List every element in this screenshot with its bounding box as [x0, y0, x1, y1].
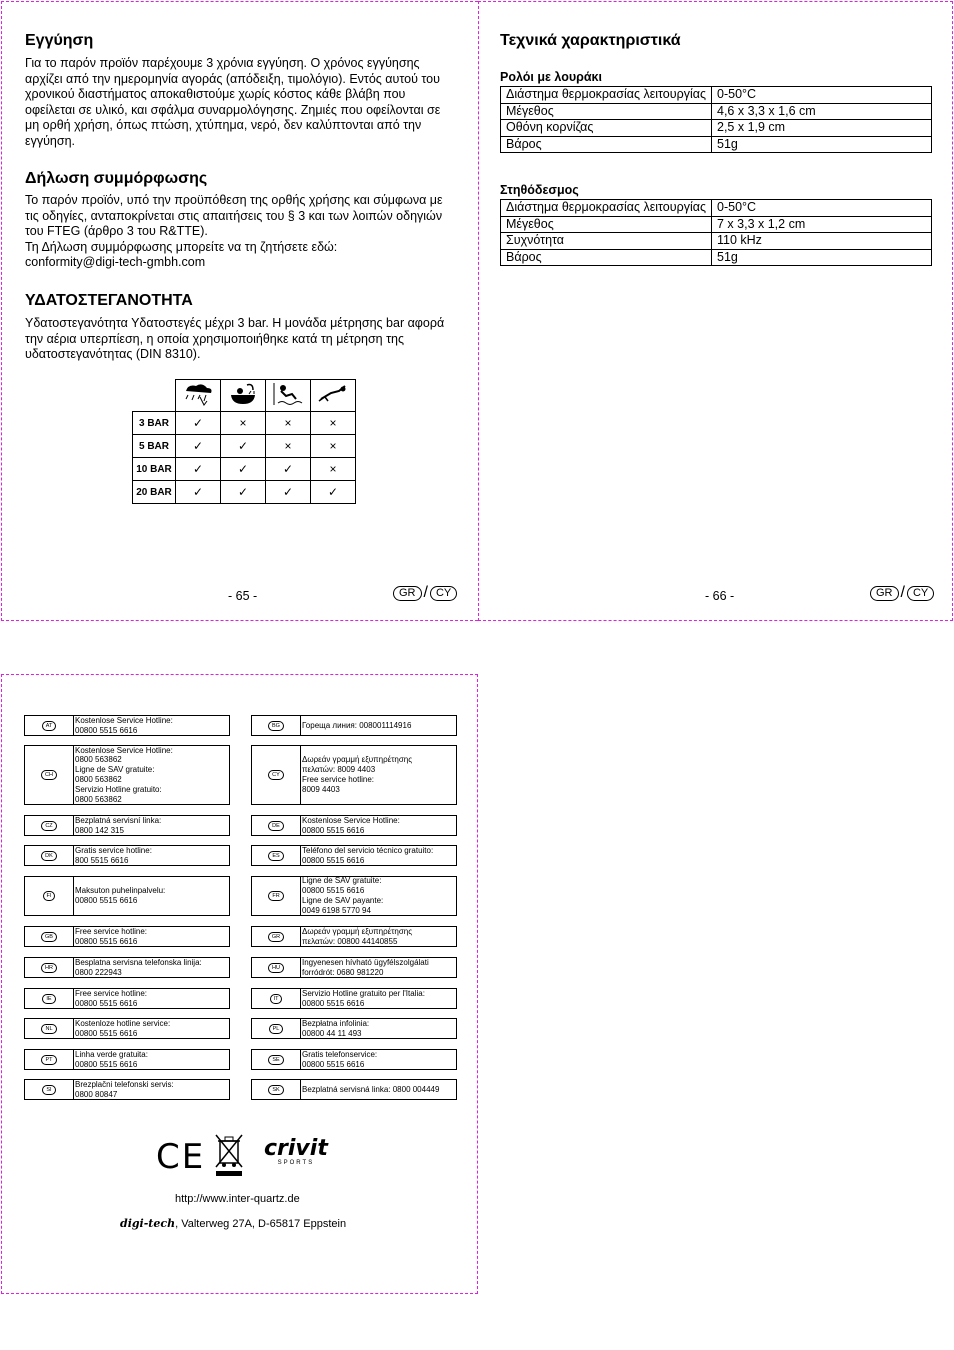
hotline-text: Kostenlose Service Hotline: 00800 5515 6616 [302, 815, 400, 835]
hotline-text: Bezpłatna infolinia: 00800 44 11 493 [302, 1018, 370, 1038]
hotline-text: Kostenloze hotline service: 00800 5515 6616 [75, 1018, 171, 1038]
spec-key: Βάρος [501, 136, 712, 153]
table-row [501, 136, 932, 153]
country-code: CY [430, 586, 457, 601]
hotline-nl [24, 1018, 230, 1039]
hotline-es [251, 845, 457, 866]
country-code: FR [268, 891, 283, 901]
table-row [501, 233, 932, 250]
water-resistance-table [132, 379, 356, 504]
hotline-text: Besplatna servisna telefonska linija: 0800 222943 [75, 957, 202, 977]
country-code: CY [907, 586, 934, 601]
watch-spec-table [500, 86, 932, 153]
table-row [501, 120, 932, 137]
country-code: SE [268, 1055, 283, 1065]
hotline-fr [251, 876, 457, 916]
conformity-email: conformity@digi-tech-gmbh.com [25, 255, 206, 270]
hotline-text: Kostenlose Service Hotline: 0800 563862 Ligne de SAV gratuite: 0800 563862 Servizio Hotline gratuito: 0800 563862 [75, 745, 173, 804]
spec-value: 4,6 x 3,3 x 1,6 cm [712, 103, 932, 120]
spec-key: Συχνότητα [501, 233, 712, 250]
country-code: GR [393, 586, 422, 601]
weee-bin-icon [214, 1133, 244, 1182]
hotline-at [24, 715, 230, 736]
warranty-title: Εγγύηση [25, 32, 94, 49]
hotline-cy [251, 745, 457, 805]
check-mark: ✓ [266, 458, 311, 481]
pressure-label: 20 BAR [133, 481, 176, 504]
country-code: HU [268, 963, 284, 973]
hotline-text: Servizio Hotline gratuito per l'Italia: 00800 5515 6616 [302, 988, 425, 1008]
hotline-hu [251, 957, 457, 978]
hotline-gr [251, 926, 457, 947]
table-row [501, 200, 932, 217]
hotline-gb [24, 926, 230, 947]
hotline-se [251, 1049, 457, 1070]
table-row [501, 103, 932, 120]
hotline-pt [24, 1049, 230, 1070]
spec-value: 51g [712, 136, 932, 153]
swimming-icon [266, 380, 311, 412]
table-row [133, 481, 356, 504]
spec-key: Οθόνη κορνίζας [501, 120, 712, 137]
country-code: PL [269, 1024, 284, 1034]
hotline-text: Linha verde gratuita: 00800 5515 6616 [75, 1049, 148, 1069]
hotline-text: Gratis service hotline: 800 5515 6616 [75, 845, 152, 865]
hotline-text: Ingyenesen hívható ügyfélszolgálati forródrót: 0680 981220 [302, 957, 429, 977]
cross-mark: × [311, 412, 356, 435]
country-code: NL [41, 1024, 56, 1034]
check-mark: ✓ [221, 458, 266, 481]
diving-icon [311, 380, 356, 412]
country-code: SI [42, 1085, 55, 1095]
pressure-label: 3 BAR [133, 412, 176, 435]
check-mark: ✓ [176, 435, 221, 458]
hotline-dk [24, 845, 230, 866]
hotline-cz [24, 815, 230, 836]
conformity-text: Το παρόν προϊόν, υπό την προϋπόθεση της ορθής χρήσης και σύμφωνα με τις οδηγίες, ανταποκρίνεται στις απαιτήσεις του § 3 και των λοιπών οδηγιών του FTEG (άρθρο 3 του R&TTE). [25, 193, 443, 239]
hotline-it [251, 988, 457, 1009]
hotline-text: Maksuton puhelinpalvelu: 00800 5515 6616 [75, 886, 166, 905]
hotline-hr [24, 957, 230, 978]
page-number: - 65 - [228, 589, 258, 603]
table-row [501, 249, 932, 266]
hotline-text: Bezplatná servisní linka: 0800 142 315 [75, 815, 162, 835]
spec-value: 51g [712, 249, 932, 266]
company-address [120, 1217, 346, 1230]
country-code: BG [268, 721, 284, 731]
chest-strap-title: Στηθόδεσμος [500, 183, 579, 197]
country-code: CY [268, 770, 284, 780]
country-mark: GR / CY [393, 584, 457, 602]
country-code: CZ [41, 821, 56, 831]
spec-value: 110 kHz [712, 233, 932, 250]
spec-value: 0-50°C [712, 87, 932, 104]
country-code: IE [42, 994, 55, 1004]
country-code: GR [268, 932, 284, 942]
waterproof-title: ΥΔΑΤΟΣΤΕΓΑΝΟΤΗΤΑ [25, 292, 193, 309]
country-code: SK [268, 1085, 283, 1095]
country-code: IT [270, 994, 283, 1004]
country-code: ES [268, 851, 283, 861]
country-code: GB [41, 932, 57, 942]
check-mark: ✓ [221, 481, 266, 504]
country-code: PT [41, 1055, 56, 1065]
company-name: digi-tech [120, 1217, 176, 1230]
spec-key: Διάστημα θερμοκρασίας λειτουργίας [501, 200, 712, 217]
check-mark: ✓ [266, 481, 311, 504]
country-code: FI [43, 891, 56, 901]
cross-mark: × [266, 412, 311, 435]
spec-value: 0-50°C [712, 200, 932, 217]
country-code: HR [41, 963, 57, 973]
country-code: CH [41, 770, 57, 780]
watch-title: Ρολόι με λουράκι [500, 70, 602, 84]
hotline-text: Ligne de SAV gratuite: 00800 5515 6616 Ligne de SAV payante: 0049 6198 5770 94 [302, 876, 384, 915]
conformity-text-block [25, 193, 457, 271]
hotline-ch [24, 745, 230, 805]
page-number: - 66 - [705, 589, 735, 603]
cross-mark: × [266, 435, 311, 458]
spec-value: 2,5 x 1,9 cm [712, 120, 932, 137]
country-mark: GR / CY [870, 584, 934, 602]
page-66 [478, 1, 953, 621]
table-row [501, 216, 932, 233]
hotline-fi [24, 876, 230, 916]
spec-value: 7 x 3,3 x 1,2 cm [712, 216, 932, 233]
hotline-text: Гореща линия: 008001114916 [302, 720, 412, 730]
ce-logo: CE [156, 1137, 206, 1177]
spec-key: Διάστημα θερμοκρασίας λειτουργίας [501, 87, 712, 104]
cross-mark: × [311, 458, 356, 481]
hotline-si [24, 1079, 230, 1100]
bath-shower-icon [221, 380, 266, 412]
pressure-label: 10 BAR [133, 458, 176, 481]
warranty-text: Για το παρόν προϊόν παρέχουμε 3 χρόνια εγγύηση. Ο χρόνος εγγύησης αρχίζει από την ημερομηνία αγοράς (απόδειξη, τιμολόγιο). Εντός αυτού του χρονικού διαστήματος αποκαθιστούμε χωρίς κόστος κάθε βλάβη που οφείλεται σε υλικό, και σφάλμα συναρμολόγησης. Ζημιές που οφείλονται σε μη ορθή χρήση, όπως πτώση, χτύπημα, νερό, δεν καλύπτονται από την εγγύηση. [25, 56, 441, 148]
hotline-text: Free service hotline: 00800 5515 6616 [75, 988, 148, 1008]
waterproof-text: Υδατοστεγανότητα Υδατοστεγές μέχρι 3 bar. Η μονάδα μέτρησης bar αφορά την αέρια υπερπίεση, η οποία χρησιμοποιήθηκε κατά τη μέτρηση της υδατοστεγανότητας (DIN 8310). [25, 316, 445, 362]
hotline-text: Bezplatná servisná linka: 0800 004449 [302, 1084, 440, 1094]
tech-specs-title: Τεχνικά χαρακτηριστικά [500, 32, 681, 49]
chest-strap-spec-table [500, 199, 932, 266]
hotline-de [251, 815, 457, 836]
conformity-request-text: Τη Δήλωση συμμόρφωσης μπορείτε να τη ζητήσετε εδώ: [25, 239, 338, 254]
check-mark: ✓ [176, 412, 221, 435]
table-row [501, 87, 932, 104]
spec-key: Μέγεθος [501, 103, 712, 120]
spec-key: Μέγεθος [501, 216, 712, 233]
hotline-bg [251, 715, 457, 736]
check-mark: ✓ [221, 435, 266, 458]
crivit-logo: crivit SPORTS [264, 1136, 328, 1166]
hotline-text: Δωρεάν γραμμή εξυπηρέτησης πελατών: 00800 44140855 [302, 926, 413, 946]
spec-key: Βάρος [501, 249, 712, 266]
country-code: DK [41, 851, 57, 861]
hotline-text: Kostenlose Service Hotline: 00800 5515 6616 [75, 715, 173, 735]
hotline-text: Free service hotline: 00800 5515 6616 [75, 926, 148, 946]
hotline-text: Teléfono del servicio técnico gratuito: 00800 5515 6616 [302, 845, 434, 865]
back-cover [1, 674, 478, 1294]
country-code: DE [268, 821, 284, 831]
hotline-ie [24, 988, 230, 1009]
cross-mark: × [221, 412, 266, 435]
check-mark: ✓ [311, 481, 356, 504]
country-code: AT [42, 721, 57, 731]
website-url: http://www.inter-quartz.de [175, 1193, 300, 1205]
table-row [133, 435, 356, 458]
table-row [133, 458, 356, 481]
cross-mark: × [311, 435, 356, 458]
hotline-text: Δωρεάν γραμμή εξυπηρέτησης πελατών: 8009 4403 Free service hotline: 8009 4403 [302, 755, 413, 794]
conformity-title: Δήλωση συμμόρφωσης [25, 170, 208, 187]
hotline-sk [251, 1079, 457, 1100]
rain-splash-icon [176, 380, 221, 412]
check-mark: ✓ [176, 481, 221, 504]
page-65 [1, 1, 478, 621]
pressure-label: 5 BAR [133, 435, 176, 458]
hotline-text: Gratis telefonservice: 00800 5515 6616 [302, 1049, 378, 1069]
hotline-pl [251, 1018, 457, 1039]
check-mark: ✓ [176, 458, 221, 481]
country-code: GR [870, 586, 899, 601]
address-text: , Valterweg 27A, D-65817 Eppstein [175, 1218, 347, 1230]
table-row [133, 412, 356, 435]
hotline-text: Brezplačni telefonski servis: 0800 80847 [75, 1079, 174, 1099]
